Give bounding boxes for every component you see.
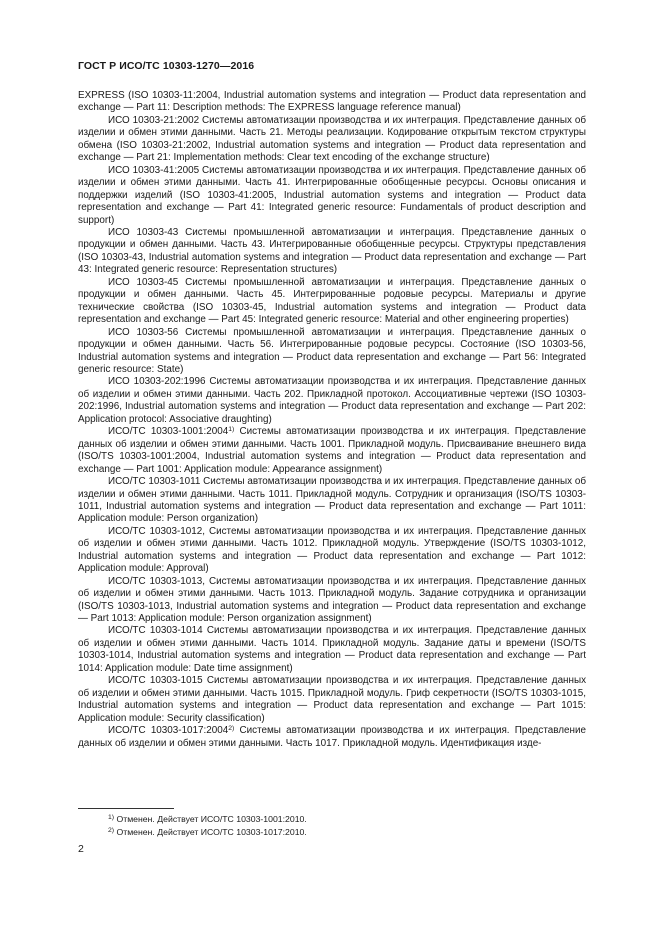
reference-id: ИСО/ТС 10303-1001:2004 — [108, 426, 229, 438]
footnote-mark: 2) — [108, 827, 115, 834]
reference-paragraph — [78, 725, 586, 750]
reference-paragraph: EXPRESS (ISO 10303-11:2004, Industrial automation systems and integration — Product data representation and exchange — Part 11: Description methods: The EXPRESS language reference manual) — [78, 90, 586, 114]
footnote-text: Отменен. Действует ИСО/ТС 10303-1001:2010. — [114, 814, 307, 824]
reference-paragraph: ИСО 10303-41:2005 Системы автоматизации производства и их интеграция. Представление данных об изделии и обмен этими данными. Часть 41. Интегрированные обобщенные ресурсы. Основы описания и поддержки изделий (ISO 10303-41:2005, Industrial automation systems and integration — Product data representation and exchange — Part 41: Integrated generic resource: Fundamentals of product description and support) — [78, 164, 586, 226]
reference-text: Системы автоматизации производства и их интеграция. Представление данных об изделии и обмен этими данными. Часть 1001. Прикладной модуль. Присваивание внешнего вида (ISO/TS 10303-1001:2004, Industrial automation systems and integration — Product data representation and exchange — Part 1001: Application module: Appearance assignment) — [78, 426, 586, 475]
reference-paragraph: ИСО/ТС 10303-1014 Системы автоматизации производства и их интеграция. Представление данных об изделии и обмен этими данными. Часть 1014. Прикладной модуль. Задание даты и времени (ISO/TS 10303-1014, Industrial automation systems and integration — Product data representation and exchange — Part 1014: Application module: Date time assignment) — [78, 625, 586, 674]
reference-paragraph: ИСО/ТС 10303-1015 Системы автоматизации производства и их интеграция. Представление данных об изделии и обмен этими данными. Часть 1015. Прикладной модуль. Гриф секретности (ISO/TS 10303-1015, Industrial automation systems and integration — Product data representation and exchange — Part 1015: Application module: Security classification) — [78, 675, 586, 724]
reference-paragraph: ИСО 10303-43 Системы промышленной автоматизации и интеграция. Представление данных о продукции и обмен данными. Часть 43. Интегрированные обобщенные ресурсы. Структуры представления (ISO 10303-43, Industrial automation systems and integration — Product data representation and exchange — Part 43: Integrated generic resource: Representation structures) — [78, 226, 586, 276]
reference-paragraph: ИСО/ТС 10303-1012, Системы автоматизации производства и их интеграция. Представление данных об изделии и обмен этими данными. Часть 1012. Прикладной модуль. Утверждение (ISO/TS 10303-1012, Industrial automation systems and integration — Product data representation and exchange — Part 1012: Application module: Approval) — [78, 525, 586, 575]
footnote — [108, 813, 307, 826]
footnote-mark: 1) — [108, 814, 115, 821]
document-body — [78, 90, 586, 750]
footnote — [108, 826, 307, 839]
footnote-ref: 2) — [228, 725, 235, 733]
reference-paragraph: ИСО 10303-45 Системы промышленной автоматизации и интеграция. Представление данных о продукции и обмен данными. Часть 45. Интегрированные родовые ресурсы. Материалы и другие технические свойства (ISO 10303-45, Industrial automation systems and integration — Product data representation and exchange — Part 45: Integrated generic resource: Material and other engineering properties) — [78, 276, 586, 326]
footnote-text: Отменен. Действует ИСО/ТС 10303-1017:2010. — [114, 827, 307, 837]
page-number: 2 — [78, 843, 84, 855]
footnote-divider — [78, 808, 174, 809]
reference-text: Системы автоматизации производства и их интеграция. Представление данных об изделии и обмен этими данными. Часть 1017. Прикладной модуль. Идентификация изде- — [78, 725, 586, 749]
reference-paragraph: ИСО 10303-56 Системы промышленной автоматизации и интеграция. Представление данных о продукции и обмен данными. Часть 56. Интегрированные родовые ресурсы. Состояние (ISO 10303-56, Industrial automation systems and integration — Product data representation and exchange — Part 56: Integrated generic resource: State) — [78, 326, 586, 375]
reference-id: ИСО/ТС 10303-1017:2004 — [108, 725, 229, 737]
reference-paragraph — [78, 426, 586, 476]
footnotes — [108, 813, 307, 839]
reference-paragraph: ИСО/ТС 10303-1013, Системы автоматизации производства и их интеграция. Представление данных об изделии и обмен этими данными. Часть 1013. Прикладной модуль. Задание сотрудника и организации (ISO/TS 10303-1013, Industrial automation systems and integration — Product data representation and exchange — Part 1013: Application module: Person organization assignment) — [78, 575, 586, 625]
reference-paragraph: ИСО/ТС 10303-1011 Системы автоматизации производства и их интеграция. Представление данных об изделии и обмен этими данными. Часть 1011. Прикладной модуль. Сотрудник и организация (ISO/TS 10303-1011, Industrial automation systems and integration — Product data representation and exchange — Part 1011: Application module: Person organization) — [78, 476, 586, 525]
document-header: ГОСТ Р ИСО/ТС 10303-1270—2016 — [78, 60, 255, 72]
reference-paragraph: ИСО 10303-21:2002 Системы автоматизации производства и их интеграция. Представление данных об изделии и обмен этими данными. Часть 21. Методы реализации. Кодирование открытым текстом структуры обмена (ISO 10303-21:2002, Industrial automation systems and integration — Product data representation and exchange — Part 21: Implementation methods: Clear text encoding of the exchange structure) — [78, 114, 586, 164]
footnote-ref: 1) — [228, 426, 235, 434]
reference-paragraph: ИСО 10303-202:1996 Системы автоматизации производства и их интеграция. Представление данных об изделии и обмен этими данными. Часть 202. Прикладной протокол. Ассоциативные чертежи (ISO 10303-202:1996, Industrial automation systems and integration — Product data representation and exchange — Part 202: Application protocol: Associative draughting) — [78, 376, 586, 425]
